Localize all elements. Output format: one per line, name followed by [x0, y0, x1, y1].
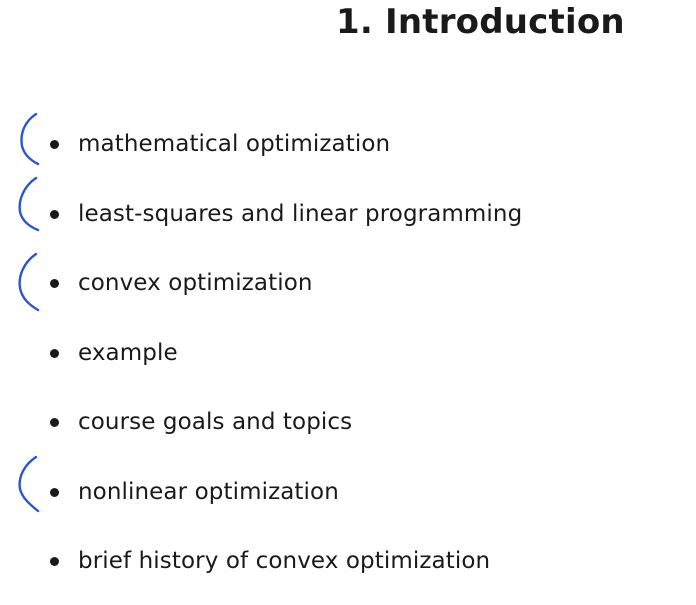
- bullet-icon: [50, 349, 59, 358]
- slide-title: 1. Introduction: [336, 2, 625, 42]
- list-item: [50, 129, 390, 159]
- handwritten-bracket-mark: [12, 455, 42, 515]
- list-item: [50, 338, 178, 368]
- bullet-icon: [50, 210, 59, 219]
- bullet-icon: [50, 557, 59, 566]
- list-item: [50, 199, 522, 229]
- bullet-icon: [50, 488, 59, 497]
- list-item-label: mathematical optimization: [78, 131, 391, 157]
- list-item-label: course goals and topics: [78, 409, 353, 435]
- bullet-icon: [50, 418, 59, 427]
- list-item-label: brief history of convex optimization: [78, 548, 491, 574]
- list-item-label: convex optimization: [78, 270, 313, 296]
- list-item: [50, 407, 352, 437]
- list-item: [50, 477, 339, 507]
- list-item: [50, 546, 490, 576]
- list-item-label: least-squares and linear programming: [78, 201, 523, 227]
- bullet-icon: [50, 279, 59, 288]
- bullet-icon: [50, 140, 59, 149]
- handwritten-bracket-mark: [12, 110, 42, 170]
- list-item-label: nonlinear optimization: [78, 479, 339, 505]
- list-item: [50, 268, 313, 298]
- handwritten-bracket-mark: [12, 174, 42, 234]
- handwritten-bracket-mark: [12, 252, 42, 312]
- list-item-label: example: [78, 340, 178, 366]
